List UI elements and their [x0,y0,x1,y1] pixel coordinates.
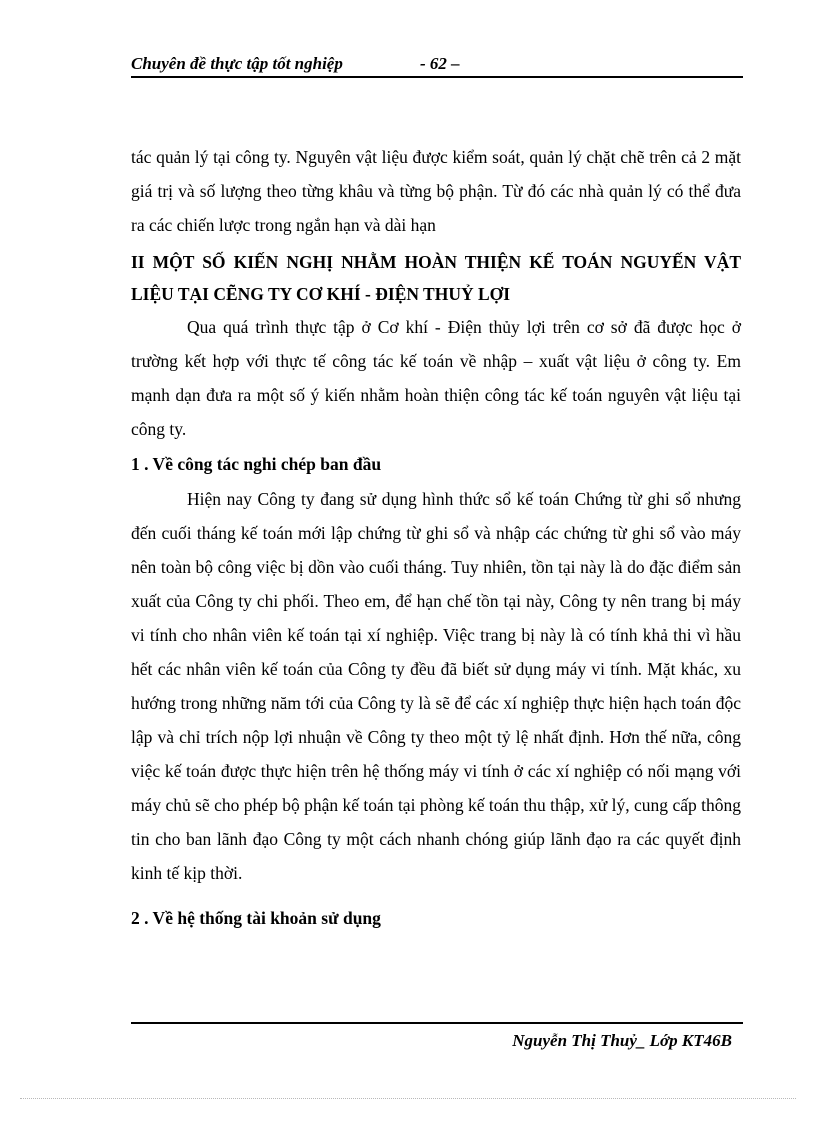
section-intro-paragraph: Qua quá trình thực tập ở Cơ khí - Điện thủy lợi trên cơ sở đã được học ở trường kết hợp với thực tế công tác kế toán về nhập – xuất vật liệu ở công ty. Em mạnh dạn đưa ra một số ý kiến nhằm hoàn thiện công tác kế toán nguyên vật liệu tại công ty. [131,317,741,439]
section-heading: II MỘT SỐ KIẾN NGHỊ NHẰM HOÀN THIỆN KẾ TOÁN NGUYẾN VẬT LIỆU TẠI CẼNG TY CƠ KHÍ - ĐIỆN THUỶ LỢI [131,252,741,304]
subsection-2-heading: 2 . Về hệ thống tài khoản sử dụng [131,908,381,928]
body-content [131,140,741,936]
subsection-1-heading: 1 . Về công tác nghi chép ban đầu [131,454,382,474]
spacer [131,890,741,900]
header-rule [131,76,743,78]
page-number: - 62 – [420,54,460,73]
footer-rule [131,1022,743,1024]
page-header [131,52,743,76]
footer-author: Nguyễn Thị Thuỷ_ Lớp KT46B [512,1031,732,1050]
page-bottom-border [20,1098,796,1099]
intro-paragraph: tác quản lý tại công ty. Nguyên vật liệu được kiểm soát, quản lý chặt chẽ trên cả 2 mặt giá trị và số lượng theo từng khâu và từng bộ phận. Từ đó các nhà quản lý có thể đưa ra các chiến lược trong ngắn hạn và dài hạn [131,147,741,235]
subsection-1-paragraph: Hiện nay Công ty đang sử dụng hình thức sổ kế toán Chứng từ ghi sổ nhưng đến cuối tháng kế toán mới lập chứng từ ghi sổ và nhập các chứng từ ghi sổ vào máy nên toàn bộ công việc bị dồn vào cuối tháng. Tuy nhiên, tồn tại này là do đặc điểm sản xuất của Công ty chi phối. Theo em, để hạn chế tồn tại này, Công ty nên trang bị máy vi tính cho nhân viên kế toán tại xí nghiệp. Việc trang bị này là có tính khả thi vì hầu hết các nhân viên kế toán của Công ty đều đã biết sử dụng máy vi tính. Mặt khác, xu hướng trong những năm tới của Công ty là sẽ để các xí nghiệp thực hiện hạch toán độc lập và chỉ trích nộp lợi nhuận về Công ty theo một tỷ lệ nhất định. Hơn thế nữa, công việc kế toán được thực hiện trên hệ thống máy vi tính ở các xí nghiệp có nối mạng với máy chủ sẽ cho phép bộ phận kế toán tại phòng kế toán thu thập, xử lý, cung cấp thông tin cho ban lãnh đạo Công ty một cách nhanh chóng giúp lãnh đạo ra các quyết định kinh tế kịp thời. [131,489,741,883]
header-title: Chuyên đề thực tập tốt nghiệp [131,54,343,73]
